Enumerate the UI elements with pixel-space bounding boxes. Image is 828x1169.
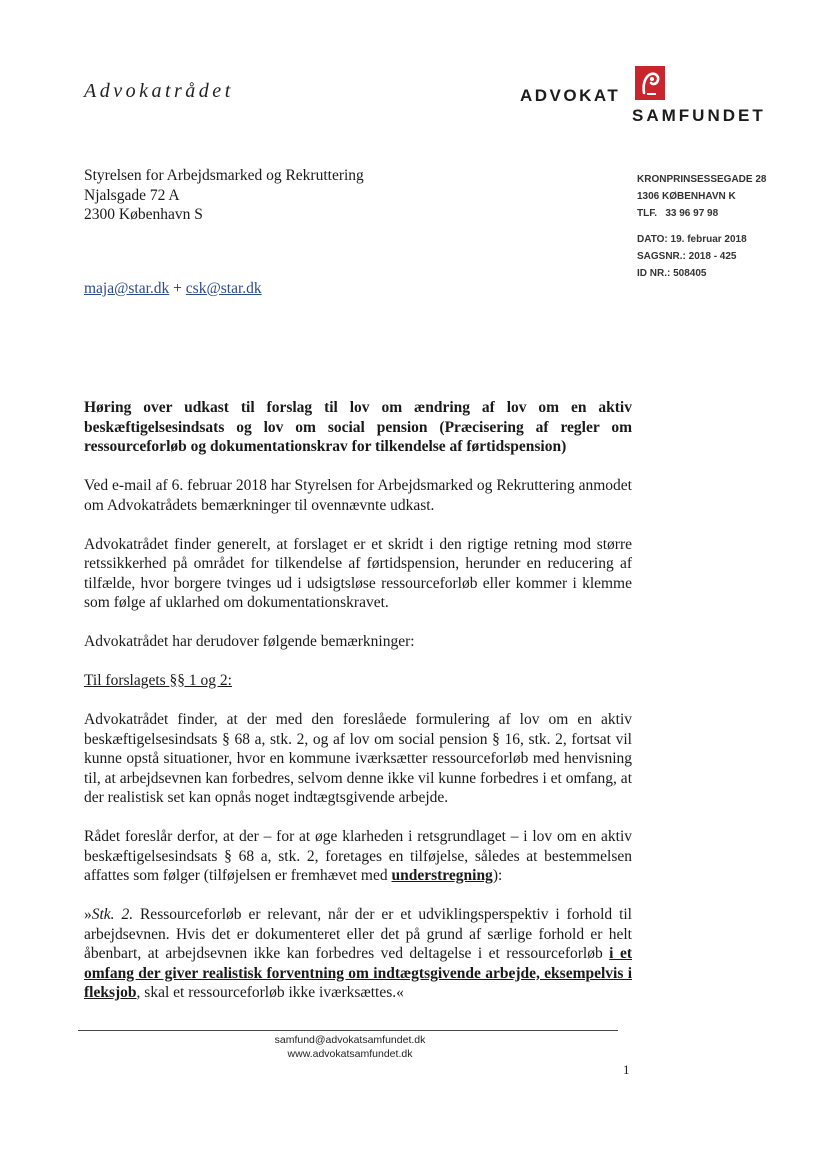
letter-meta <box>637 231 747 282</box>
quote-stk: Stk. 2. <box>91 906 134 923</box>
section-title: Til forslagets §§ 1 og 2: <box>84 672 232 689</box>
footer-website: www.advokatsamfundet.dk <box>287 1048 413 1060</box>
recipient-street: Njalsgade 72 A <box>84 186 180 204</box>
email-separator: + <box>173 280 182 297</box>
logo-word-advokat: ADVOKAT <box>520 86 621 105</box>
paragraph-5-end: ): <box>492 867 503 884</box>
advokatraadet-brand: Advokatrådet <box>84 80 234 102</box>
recipient-emails <box>84 280 262 298</box>
paragraph-1: Ved e-mail af 6. februar 2018 har Styrelsen for Arbejdsmarked og Rekruttering anmodet om Advokatrådets bemærkninger til ovennævnte udkast. <box>84 477 632 514</box>
email-link-csk[interactable]: csk@star.dk <box>185 280 262 297</box>
sender-street: KRONPRINSESSEGADE 28 <box>637 174 767 185</box>
recipient-city: 2300 København S <box>84 206 203 223</box>
footer-email: samfund@advokatsamfundet.dk <box>274 1034 426 1046</box>
quote-open: » <box>84 906 92 923</box>
footer-contact <box>200 1033 500 1061</box>
email-link-maja[interactable]: maja@star.dk <box>84 280 170 297</box>
quote-emphasis: i et omfang der giver realistisk forventning om indtægtsgivende arbejde, eksempelvis i fleksjob <box>84 945 632 1001</box>
recipient-address <box>84 166 364 225</box>
paragraph-5 <box>84 827 632 886</box>
quote-text: Ressourceforløb er relevant, når der er et udviklingsperspektiv i forhold til arbejdsevnen. Hvis det er dokumenteret eller det på grund af særlige forhold er helt åbenbart, at arbejdsevnen ikke kan forbedres ved deltagelse i et ressourceforløb <box>84 906 632 962</box>
paragraph-5-start: Rådet foreslår derfor, at der – for at øge klarheden i retsgrundlaget – i lov om en aktiv beskæftigelsesindsats § 68 a, stk. 2, foretages en tilføjelse, således at bestemmelsen affattes som følger (tilføjelsen er fremhævet med <box>84 828 632 884</box>
paragraph-4: Advokatrådet finder, at der med den foreslåede formulering af lov om en aktiv beskæftigelsesindsats § 68 a, stk. 2, og af lov om social pension § 16, stk. 2, fortsat vil kunne opstå situationer, hvor en kommune iværksætter ressourceforløb med henvisning til, at arbejdsevnen kan forbedres, selvom denne ikke vil kunne forbedres i et omfang, at der realistisk set kan opnås noget indtægtsgivende arbejde. <box>84 711 632 806</box>
meta-id-number: ID NR.: 508405 <box>637 268 707 279</box>
letter-heading: Høring over udkast til forslag til lov om ændring af lov om en aktiv beskæftigelsesindsats og lov om social pension (Præcisering af regler om ressourceforløb og dokumentationskrav for tilkendelse af førtidspension) <box>84 399 632 455</box>
advokatsamfundet-logo-icon <box>635 66 665 100</box>
sender-phone: TLF. 33 96 97 98 <box>637 208 719 219</box>
paragraph-2: Advokatrådet finder generelt, at forslaget er et skridt i den rigtige retning mod større retssikkerhed på området for tilkendelse af førtidspension, herunder en reducering af tilfælde, hvor borgere tvinges ud i udsigtsløse ressourceforløb eller kommer i klemme som følge af uklarhed om dokumentationskravet. <box>84 535 632 611</box>
recipient-name: Styrelsen for Arbejdsmarked og Rekruttering <box>84 167 364 184</box>
meta-case-number: SAGSNR.: 2018 - 425 <box>637 251 737 262</box>
sender-city: 1306 KØBENHAVN K <box>637 191 736 202</box>
letter-body <box>84 398 632 1022</box>
paragraph-5-emphasis: understregning <box>391 867 493 884</box>
sender-address <box>637 171 766 222</box>
logo-word-samfundet: SAMFUNDET <box>632 106 766 125</box>
meta-date: DATO: 19. februar 2018 <box>637 234 747 245</box>
advokatsamfundet-logo <box>520 66 780 130</box>
paragraph-3: Advokatrådet har derudover følgende bemærkninger: <box>84 633 415 650</box>
footer-divider <box>78 1030 618 1031</box>
page-number: 1 <box>623 1062 630 1077</box>
quote-end: , skal et ressourceforløb ikke iværksættes.« <box>136 984 404 1001</box>
proposed-text-quote <box>84 905 632 1003</box>
